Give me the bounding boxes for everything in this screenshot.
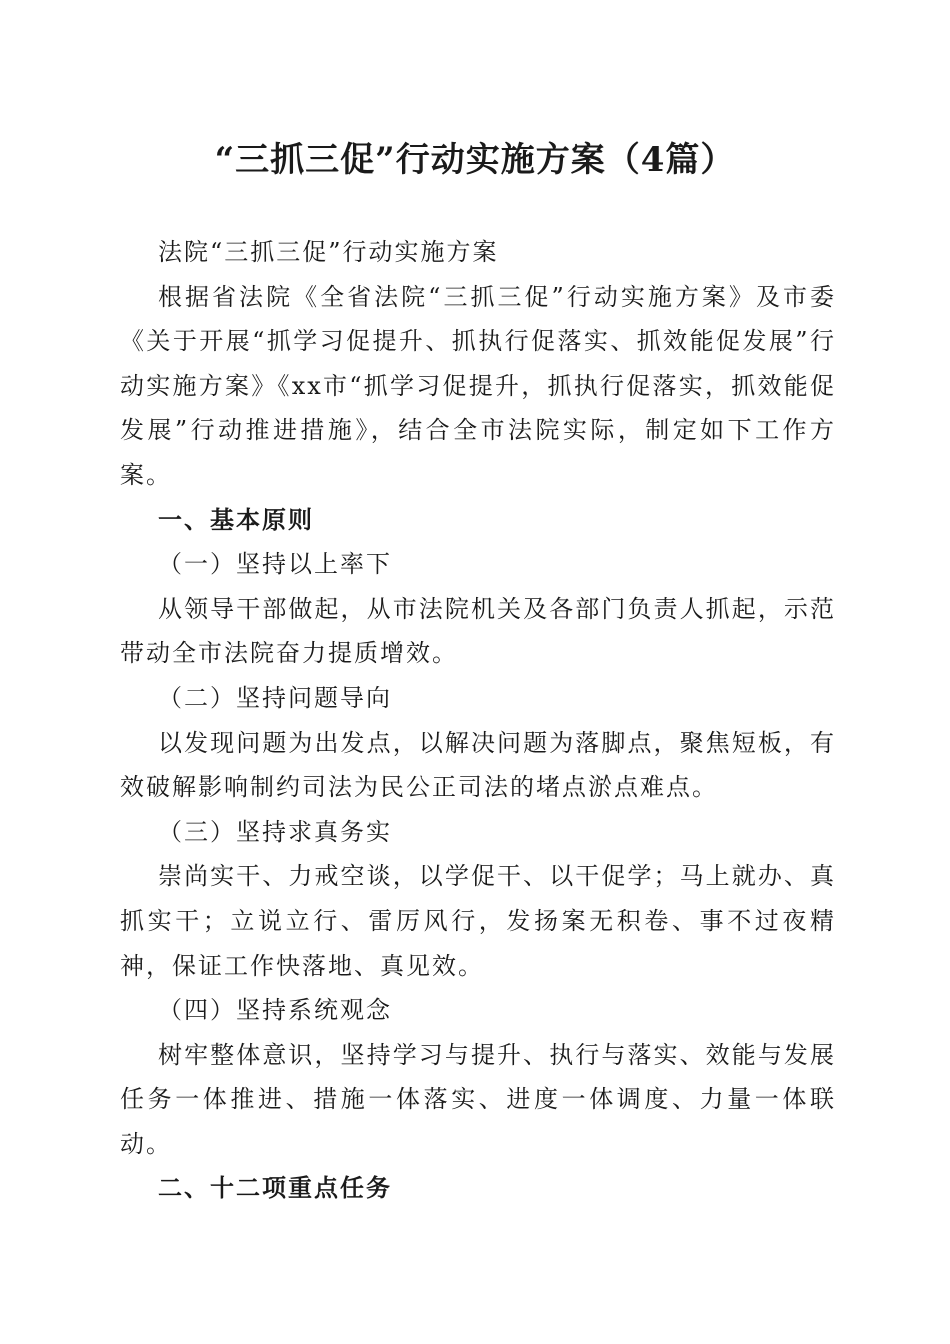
paragraph-principle-3: 崇尚实干、力戒空谈，以学促干、以干促学；马上就办、真抓实干；立说立行、雷厉风行，发扬案无积卷、事不过夜精神，保证工作快落地、真见效。 [120, 862, 836, 980]
document-body [120, 230, 836, 1211]
document-title: “三抓三促”行动实施方案（4篇） [214, 140, 736, 180]
heading-basic-principles: 一、基本原则 [158, 505, 314, 534]
paragraph-intro: 根据省法院《全省法院“三抓三促”行动实施方案》及市委《关于开展“抓学习促提升、抓执行促落实、抓效能促发展”行动实施方案》《xx市“抓学习促提升，抓执行促落实，抓效能促发展”行动推进措施》，结合全市法院实际，制定如下工作方案。 [120, 282, 836, 489]
paragraph-subtitle: 法院“三抓三促”行动实施方案 [158, 238, 499, 266]
subheading-principle-4: （四）坚持系统观念 [158, 996, 392, 1025]
paragraph-principle-1: 从领导干部做起，从市法院机关及各部门负责人抓起，示范带动全市法院奋力提质增效。 [120, 594, 836, 668]
subheading-principle-1: （一）坚持以上率下 [158, 550, 392, 579]
subheading-principle-2: （二）坚持问题导向 [158, 683, 392, 712]
subheading-principle-3: （三）坚持求真务实 [158, 817, 392, 846]
paragraph-principle-4: 树牢整体意识，坚持学习与提升、执行与落实、效能与发展任务一体推进、措施一体落实、进度一体调度、力量一体联动。 [120, 1040, 836, 1158]
paragraph-principle-2: 以发现问题为出发点，以解决问题为落脚点，聚焦短板，有效破解影响制约司法为民公正司法的堵点淤点难点。 [120, 728, 836, 802]
heading-key-tasks: 二、十二项重点任务 [158, 1174, 392, 1203]
